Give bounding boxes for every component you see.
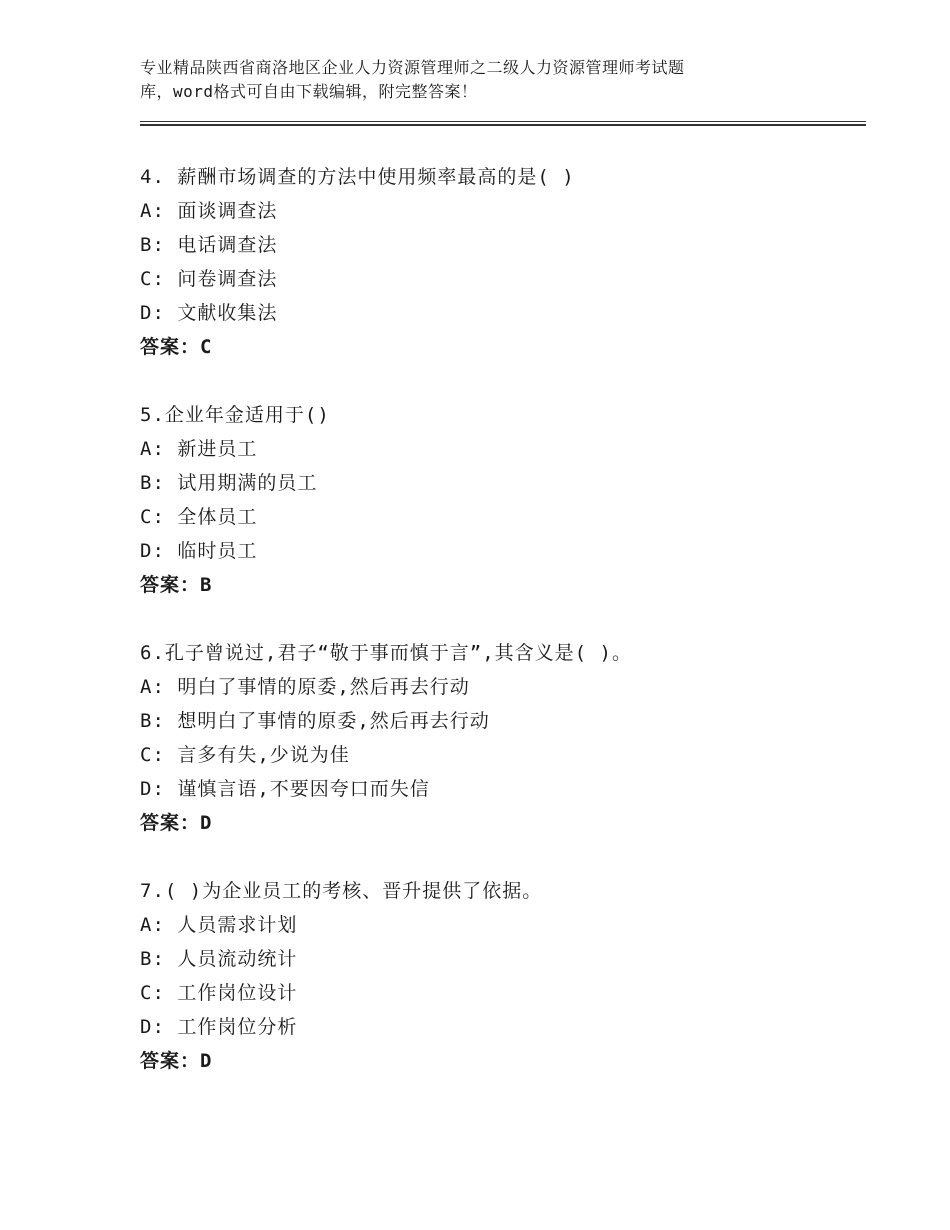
header-title-line-1: 专业精品陕西省商洛地区企业人力资源管理师之二级人力资源管理师考试题 (140, 58, 685, 77)
option-a: A: 明白了事情的原委,然后再去行动 (140, 676, 470, 698)
option-a: A: 人员需求计划 (140, 914, 298, 936)
question-stem: 7.( )为企业员工的考核、晋升提供了依据。 (140, 880, 543, 902)
question-stem: 5.企业年金适用于() (140, 404, 330, 426)
option-d: D: 文献收集法 (140, 302, 278, 324)
question-6 (140, 636, 870, 840)
option-d: D: 临时员工 (140, 540, 258, 562)
question-4 (140, 160, 870, 364)
header-title-line-2: 库，word格式可自由下载编辑，附完整答案！ (140, 82, 478, 101)
document-header (140, 56, 840, 104)
option-c: C: 全体员工 (140, 506, 258, 528)
option-b: B: 电话调查法 (140, 234, 278, 256)
question-5 (140, 398, 870, 602)
option-c: C: 工作岗位设计 (140, 982, 298, 1004)
question-stem: 4. 薪酬市场调查的方法中使用频率最高的是( ) (140, 166, 575, 188)
option-b: B: 想明白了事情的原委,然后再去行动 (140, 710, 490, 732)
answer-label: 答案：D (140, 812, 213, 834)
answer-label: 答案：D (140, 1050, 213, 1072)
option-b: B: 试用期满的员工 (140, 472, 318, 494)
option-d: D: 工作岗位分析 (140, 1016, 298, 1038)
option-a: A: 面谈调查法 (140, 200, 278, 222)
question-stem: 6.孔子曾说过,君子“敬于事而慎于言”,其含义是( )。 (140, 642, 632, 664)
header-divider-thick (140, 124, 866, 126)
option-c: C: 问卷调查法 (140, 268, 278, 290)
answer-label: 答案：C (140, 336, 213, 358)
option-c: C: 言多有失,少说为佳 (140, 744, 350, 766)
option-d: D: 谨慎言语,不要因夸口而失信 (140, 778, 430, 800)
option-b: B: 人员流动统计 (140, 948, 298, 970)
answer-label: 答案：B (140, 574, 213, 596)
header-divider-thin (140, 121, 866, 122)
option-a: A: 新进员工 (140, 438, 258, 460)
question-7 (140, 874, 870, 1078)
question-list (140, 160, 870, 1112)
